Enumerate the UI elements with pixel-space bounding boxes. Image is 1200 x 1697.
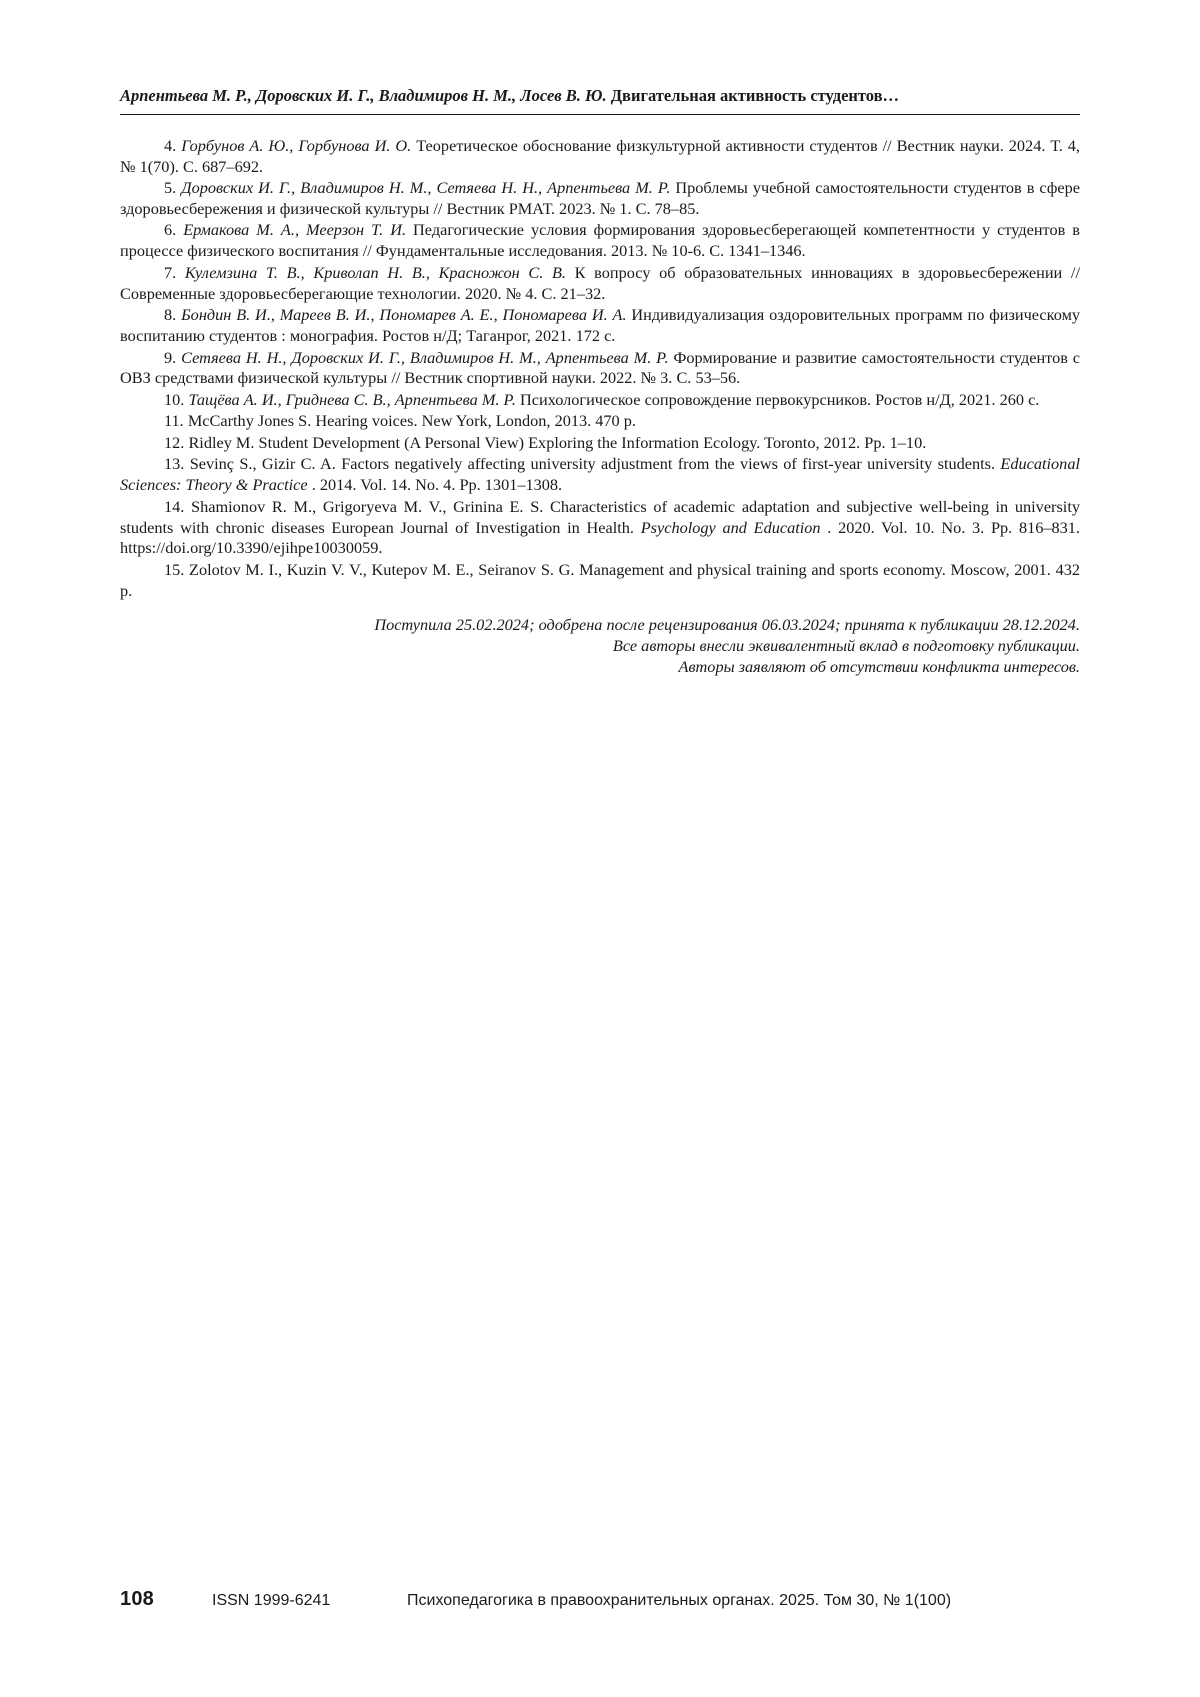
author-contribution: Все авторы внесли эквивалентный вклад в подготовку публикации. [612,635,1080,655]
reference-item [120,433,1080,454]
reference-number: 13. [164,454,185,474]
reference-text: Shamionov R. M., Grigoryeva M. V., Grinina E. S. Characteristics of academic adaptation and subjective well-being in university students with chronic diseases European Journal of Investigation in Health. [120,496,1080,537]
publication-notes [120,614,1080,677]
reference-text-tail: . 2014. Vol. 14. No. 4. Pp. 1301–1308. [311,475,563,495]
submission-dates: Поступила 25.02.2024; одобрена после рецензирования 06.03.2024; принята к публикации 28.12.2024. [374,614,1080,634]
page-footer [120,1588,1080,1611]
reference-text: Индивидуализация оздоровительных программ по физическому воспитанию студентов : монография. Ростов н/Д; Таганрог, 2021. 172 с. [120,305,1081,346]
reference-authors: Горбунов А. Ю., Горбунова И. О. [181,135,412,155]
reference-authors: Сетяева Н. Н., Доровских И. Г., Владимиров Н. М., Арпентьева М. Р. [181,347,669,367]
reference-text: Педагогические условия формирования здоровьесберегающей компетентности у студентов в процессе физического воспитания // Фундаментальные исследования. 2013. № 10-6. С. 1341–1346. [120,220,1080,261]
reference-number: 12. [164,432,185,452]
reference-text: Zolotov M. I., Kuzin V. V., Kutepov M. E., Seiranov S. G. Management and physical training and sports economy. Moscow, 2001. 432 p. [120,559,1080,600]
reference-item [120,263,1080,305]
reference-number: 10. [164,389,185,409]
conflict-of-interest: Авторы заявляют об отсутствии конфликта интересов. [678,656,1080,676]
reference-authors: Бондин В. И., Мареев В. И., Пономарев А. Е., Пономарева И. А. [181,305,627,325]
reference-text: Ridley M. Student Development (A Personal View) Exploring the Information Ecology. Toronto, 2012. Pp. 1–10. [188,432,927,452]
reference-item [120,348,1080,390]
reference-authors: Ермакова М. А., Меерзон Т. И. [183,220,407,240]
reference-number: 15. [164,559,185,579]
reference-number: 7. [164,262,177,282]
reference-item [120,136,1080,178]
page-number: 108 [120,1588,154,1610]
reference-item [120,454,1080,496]
reference-text: К вопросу об образовательных инновациях в здоровьесбережении // Современные здоровьесберегающие технологии. 2020. № 4. С. 21–32. [120,262,1080,303]
reference-number: 9. [164,347,177,367]
reference-text: Проблемы учебной самостоятельности студентов в сфере здоровьесбережения и физической культуры // Вестник РМАТ. 2023. № 1. С. 78–85. [120,178,1081,218]
reference-authors: Кулемзина Т. В., Криволап Н. В., Красножон С. В. [184,262,566,282]
reference-number: 5. [164,178,177,197]
reference-item [120,305,1080,347]
journal-reference: Психопедагогика в правоохранительных органах. 2025. Том 30, № 1(100) [407,1592,952,1609]
reference-number: 14. [164,496,185,516]
running-head-authors: Арпентьева М. Р., Доровских И. Г., Владимиров Н. М., Лосев В. Ю. [120,86,607,105]
reference-text: Психологическое сопровождение первокурсников. Ростов н/Д, 2021. 260 с. [520,389,1040,409]
reference-text: McCarthy Jones S. Hearing voices. New York, London, 2013. 470 p. [187,411,636,431]
reference-number: 8. [164,305,177,325]
reference-number: 4. [164,135,177,155]
issn: ISSN 1999-6241 [212,1592,331,1609]
reference-item [120,178,1080,220]
reference-number: 11. [164,411,184,431]
reference-text: Sevinç S., Gizir C. A. Factors negatively affecting university adjustment from the views of first-year university students. [189,454,1001,474]
reference-authors: Доровских И. Г., Владимиров Н. М., Сетяева Н. Н., Арпентьева М. Р. [181,178,671,197]
reference-text: Формирование и развитие самостоятельности студентов с ОВЗ средствами физической культуры // Вестник спортивной науки. 2022. № 3. С. 53–56. [120,347,1081,388]
reference-item [120,411,1080,432]
reference-item [120,220,1080,262]
reference-number: 6. [164,220,177,240]
reference-text: Теоретическое обоснование физкультурной активности студентов // Вестник науки. 2024. Т. 4, № 1(70). С. 687–692. [120,135,1080,176]
running-head [120,86,1080,115]
page-content [120,86,1080,677]
running-head-title: Двигательная активность студентов… [610,86,900,105]
reference-source-title: Psychology and Education [640,517,821,537]
reference-item [120,390,1080,411]
reference-list [120,136,1080,602]
reference-text-tail: . 2020. Vol. 10. No. 3. Pp. 816–831. https://doi.org/10.3390/ejihpe10030059. [120,517,1081,558]
reference-authors: Тащёва А. И., Гриднева С. В., Арпентьева М. Р. [188,389,516,409]
reference-source-title: Educational Sciences: Theory & Practice [120,454,1080,495]
reference-item [120,497,1080,560]
reference-item [120,560,1080,602]
